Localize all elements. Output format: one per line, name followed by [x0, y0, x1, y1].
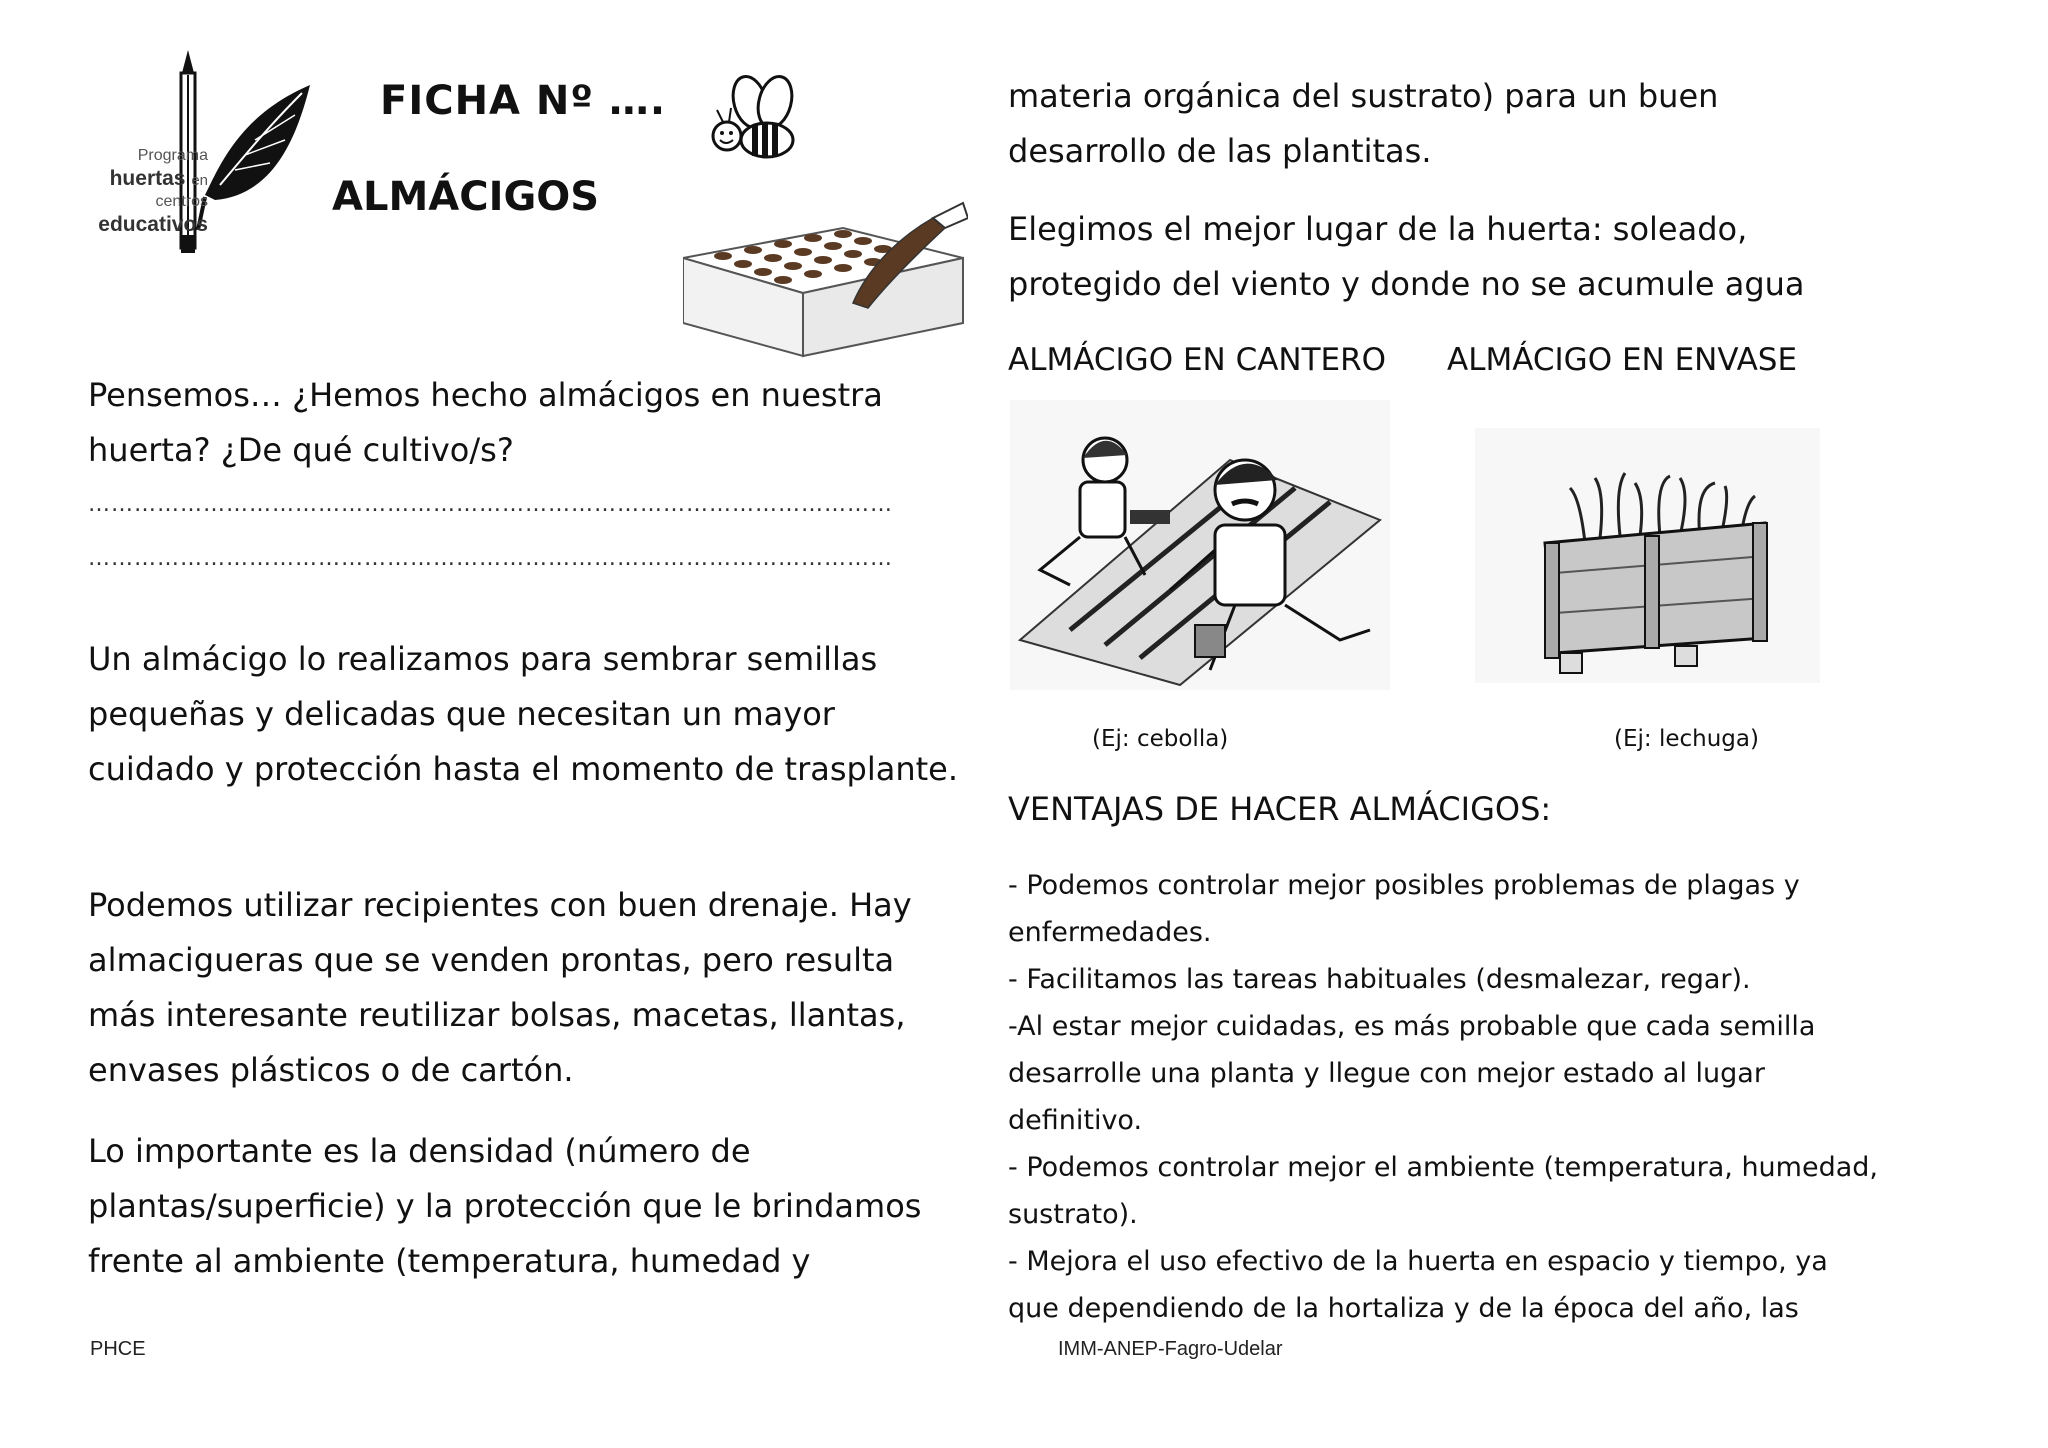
heading-envase: ALMÁCIGO EN ENVASE: [1447, 342, 1798, 378]
paragraph-location: Elegimos el mejor lugar de la huerta: soleado, protegido del viento y donde no se acumule agua: [1008, 210, 1805, 303]
heading-cantero: ALMÁCIGO EN CANTERO: [1008, 342, 1387, 378]
paragraph-definition: Un almácigo lo realizamos para sembrar semillas pequeñas y delicadas que necesitan un mayor cuidado y protección hasta el momento de trasplante.: [88, 640, 959, 788]
ficha-number-title: FICHA Nº ….: [380, 78, 667, 124]
page-title: ALMÁCIGOS: [332, 174, 600, 220]
caption-envase: (Ej: lechuga): [1614, 726, 1759, 752]
ventaja-item-2: - Facilitamos las tareas habituales (desmalezar, regar).: [1008, 964, 1751, 995]
intro-question: Pensemos… ¿Hemos hecho almácigos en nuestra huerta? ¿De qué cultivo/s?: [88, 376, 883, 469]
paragraph-containers: Podemos utilizar recipientes con buen drenaje. Hay almacigueras que se venden prontas, pero resulta más interesante reutilizar bolsas, macetas, llantas, envases plásticos o de cartón.: [88, 886, 912, 1089]
ventaja-item-3: -Al estar mejor cuidadas, es más probable que cada semilla desarrolle una planta y llegue con mejor estado al lugar definitivo.: [1008, 1011, 1816, 1136]
seedling-tray-illustration: [683, 198, 968, 358]
program-logo: [40, 45, 310, 270]
bee-icon: [705, 72, 805, 167]
answer-line-2: ……………………………………………………………………………………………: [88, 546, 893, 571]
caption-cantero: (Ej: cebolla): [1092, 726, 1229, 752]
cantero-illustration: [1010, 400, 1390, 690]
envase-illustration: [1475, 428, 1820, 683]
paragraph-continuation: materia orgánica del sustrato) para un buen desarrollo de las plantitas.: [1008, 77, 1719, 170]
paragraph-density: Lo importante es la densidad (número de plantas/superficie) y la protección que le brindamos frente al ambiente (temperatura, humedad y: [88, 1132, 922, 1280]
ventajas-heading: VENTAJAS DE HACER ALMÁCIGOS:: [1008, 790, 1552, 828]
footer-right: IMM-ANEP-Fagro-Udelar: [1058, 1338, 1283, 1360]
logo-line-2: [110, 167, 208, 191]
ventaja-item-4: - Podemos controlar mejor el ambiente (temperatura, humedad, sustrato).: [1008, 1152, 1878, 1230]
footer-left: PHCE: [90, 1338, 146, 1360]
ventaja-item-5: - Mejora el uso efectivo de la huerta en espacio y tiempo, ya que dependiendo de la hortaliza y de la época del año, las: [1008, 1246, 1828, 1324]
logo-line-4: educativos: [98, 213, 208, 236]
logo-line-3: centros: [155, 193, 208, 210]
answer-line-1: ……………………………………………………………………………………………: [88, 492, 893, 517]
ventajas-list: [1008, 862, 1878, 1332]
logo-en: en: [191, 172, 208, 189]
logo-huertas: huertas: [109, 167, 186, 190]
logo-line-1: Programa: [137, 147, 208, 164]
ventaja-item-1: - Podemos controlar mejor posibles problemas de plagas y enfermedades.: [1008, 870, 1800, 948]
